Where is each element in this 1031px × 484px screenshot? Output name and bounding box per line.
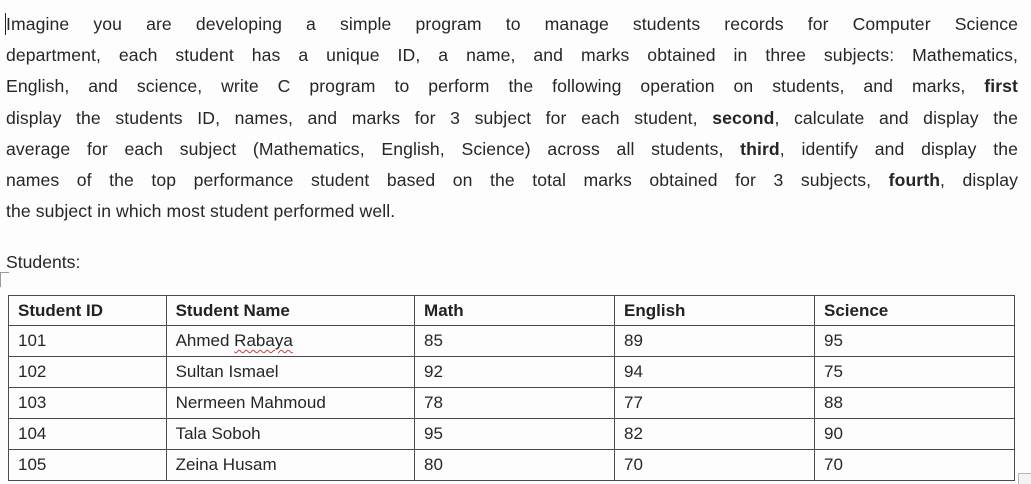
cell-student-id[interactable]: 102 bbox=[9, 357, 167, 388]
problem-statement[interactable] bbox=[6, 9, 1018, 227]
table-anchor-marker bbox=[0, 272, 9, 287]
cell-student-id[interactable]: 103 bbox=[9, 388, 167, 419]
header-student-name[interactable]: Student Name bbox=[166, 296, 414, 326]
cell-student-name[interactable]: Nermeen Mahmoud bbox=[166, 388, 414, 419]
statement-line-3: English, and science, write C program to perform the following operation on students, and marks, first bbox=[6, 76, 1018, 97]
cell-student-name[interactable]: Sultan Ismael bbox=[166, 357, 414, 388]
keyword-first: first bbox=[984, 76, 1018, 97]
cell-english[interactable]: 89 bbox=[615, 326, 815, 357]
cell-science[interactable]: 90 bbox=[815, 419, 1015, 450]
header-science[interactable]: Science bbox=[815, 296, 1015, 326]
table-row bbox=[9, 326, 1015, 357]
table-header-row bbox=[9, 296, 1015, 326]
cell-student-name[interactable] bbox=[166, 326, 414, 357]
statement-line-6: names of the top performance student based on the total marks obtained for 3 subjects, fourth, display bbox=[6, 170, 1018, 191]
keyword-third: third bbox=[740, 138, 780, 159]
keyword-second: second bbox=[712, 107, 775, 128]
table-row bbox=[9, 419, 1015, 450]
cell-student-name[interactable]: Zeina Husam bbox=[166, 450, 414, 481]
header-english[interactable]: English bbox=[615, 296, 815, 326]
statement-line-2: department, each student has a unique ID, a name, and marks obtained in three subjects: Mathematics, bbox=[6, 45, 1018, 66]
keyword-fourth: fourth bbox=[888, 170, 941, 191]
header-math[interactable]: Math bbox=[415, 296, 615, 326]
cell-student-name[interactable]: Tala Soboh bbox=[166, 419, 414, 450]
cell-science[interactable]: 75 bbox=[815, 357, 1015, 388]
table-row bbox=[9, 388, 1015, 419]
cell-english[interactable]: 94 bbox=[615, 357, 815, 388]
cell-english[interactable]: 82 bbox=[615, 419, 815, 450]
header-student-id[interactable]: Student ID bbox=[9, 296, 167, 326]
statement-line-7: the subject in which most student performed well. bbox=[6, 201, 396, 222]
cell-student-id[interactable]: 101 bbox=[9, 326, 167, 357]
cell-math[interactable]: 92 bbox=[415, 357, 615, 388]
table-row bbox=[9, 357, 1015, 388]
cell-english[interactable]: 77 bbox=[615, 388, 815, 419]
table-row bbox=[9, 450, 1015, 481]
cell-science[interactable]: 70 bbox=[815, 450, 1015, 481]
statement-line-5: average for each subject (Mathematics, English, Science) across all students, third, identify and display the bbox=[6, 138, 1018, 159]
cell-english[interactable]: 70 bbox=[615, 450, 815, 481]
statement-line-4: display the students ID, names, and marks for 3 subject for each student, second, calculate and display the bbox=[6, 107, 1018, 128]
students-table[interactable] bbox=[8, 295, 1015, 481]
name-first: Ahmed bbox=[175, 331, 230, 350]
cell-student-id[interactable]: 104 bbox=[9, 419, 167, 450]
cell-math[interactable]: 78 bbox=[415, 388, 615, 419]
cell-math[interactable]: 85 bbox=[415, 326, 615, 357]
cell-math[interactable]: 95 bbox=[415, 419, 615, 450]
misspelled-word[interactable]: Rabaya bbox=[234, 331, 293, 350]
statement-line-1: Imagine you are developing a simple program to manage students records for Computer Science bbox=[6, 14, 1018, 34]
cell-science[interactable]: 88 bbox=[815, 388, 1015, 419]
cell-science[interactable]: 95 bbox=[815, 326, 1015, 357]
cell-math[interactable]: 80 bbox=[415, 450, 615, 481]
table-caption: Students: bbox=[6, 252, 81, 272]
cell-student-id[interactable]: 105 bbox=[9, 450, 167, 481]
window-corner bbox=[1018, 473, 1031, 484]
